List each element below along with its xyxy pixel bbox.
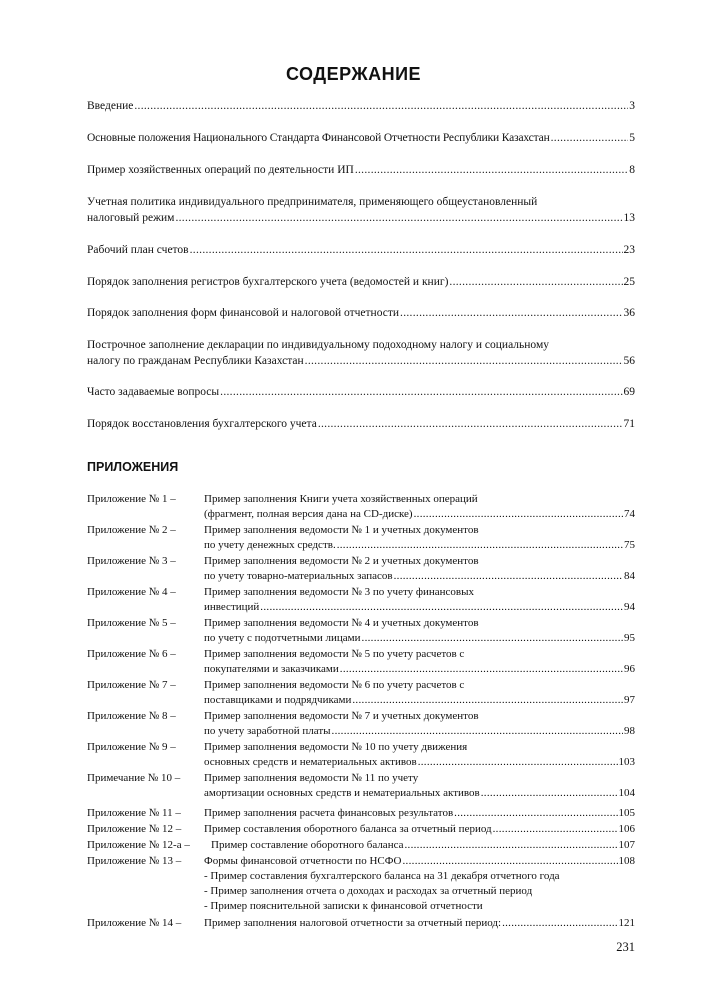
toc-entry-title: Часто задаваемые вопросы <box>87 386 220 398</box>
toc-entry-page: 71 <box>623 418 635 430</box>
appendix-subitem: - Пример составления бухгалтерского баланса на 31 декабря отчетного года <box>204 870 560 882</box>
appendix-entry <box>87 806 635 822</box>
appendix-title-cont: покупателями и заказчиками <box>204 663 339 676</box>
appendix-label: Приложение № 4 – <box>87 586 176 598</box>
appendix-title-cont: поставщиками и подрядчиками <box>204 694 352 707</box>
dot-leader <box>362 631 623 646</box>
toc-entry <box>87 130 635 146</box>
appendix-label: Приложение № 14 – <box>87 917 182 929</box>
appendix-label: Приложение № 2 – <box>87 524 176 536</box>
toc-entry <box>87 194 635 226</box>
appendix-label: Приложение № 12-а – <box>87 839 190 851</box>
appendix-title: Пример заполнения ведомости № 3 по учету финансовых <box>204 586 474 598</box>
appendix-entry <box>87 822 635 838</box>
appendix-label: Приложение № 3 – <box>87 555 176 567</box>
toc-entry-title: Построчное заполнение декларации по индивидуальному подоходному налогу и социальному <box>87 339 549 351</box>
dot-leader <box>220 384 622 400</box>
page-number: 231 <box>616 940 635 954</box>
toc-entry-page: 25 <box>623 276 635 288</box>
appendix-page: 98 <box>624 725 635 738</box>
dot-leader <box>454 806 617 821</box>
appendix-title: Формы финансовой отчетности по НСФО <box>204 855 402 867</box>
appendix-title: Пример заполнения Книги учета хозяйственных операций <box>204 493 478 505</box>
toc-entry-title-cont: налоговый режим <box>87 212 175 224</box>
appendix-entry <box>87 740 635 771</box>
appendix-label: Приложение № 6 – <box>87 648 176 660</box>
toc-entry-title: Введение <box>87 100 134 112</box>
appendix-entry <box>87 709 635 740</box>
appendix-title: Пример заполнения ведомости № 7 и учетных документов <box>204 710 479 722</box>
toc-entry-title: Порядок заполнения регистров бухгалтерского учета (ведомостей и книг) <box>87 276 449 288</box>
dot-leader <box>190 242 623 258</box>
dot-leader <box>305 353 623 369</box>
appendix-label: Приложение № 9 – <box>87 741 176 753</box>
toc-entry <box>87 274 635 290</box>
toc-entry-page: 8 <box>629 164 635 176</box>
appendix-entry <box>87 771 635 802</box>
appendix-title: Пример заполнения ведомости № 6 по учету расчетов с <box>204 679 465 691</box>
dot-leader <box>403 854 618 869</box>
appendix-page: 104 <box>618 787 635 800</box>
appendix-label: Приложение № 11 – <box>87 807 181 819</box>
appendix-title-cont: амортизации основных средств и нематериальных активов <box>204 787 480 800</box>
dot-leader <box>551 130 629 146</box>
appendix-entry <box>87 554 635 585</box>
appendix-heading: ПРИЛОЖЕНИЯ <box>87 460 179 474</box>
appendix-entry <box>87 838 635 854</box>
dot-leader <box>355 162 628 178</box>
toc-entry-page: 36 <box>623 307 635 319</box>
appendix-label: Приложение № 12 – <box>87 823 182 835</box>
appendix-title: Пример заполнения ведомости № 5 по учету расчетов с <box>204 648 465 660</box>
toc-entry <box>87 337 635 369</box>
appendix-page: 74 <box>624 508 635 521</box>
dot-leader <box>449 274 622 290</box>
appendix-label: Приложение № 13 – <box>87 855 182 867</box>
appendix-entry <box>87 585 635 616</box>
dot-leader <box>404 838 617 853</box>
appendix-page: 106 <box>618 823 635 835</box>
appendix-page: 105 <box>618 807 635 819</box>
appendix-title-cont: по учету денежных средств. <box>204 539 336 552</box>
appendix-label: Приложение № 7 – <box>87 679 176 691</box>
appendix-title-cont: основных средств и нематериальных активов <box>204 756 417 769</box>
appendix-page: 103 <box>618 756 635 769</box>
appendix-entry <box>87 647 635 678</box>
appendix-page: 108 <box>618 855 635 867</box>
toc-entry-title-cont: налогу по гражданам Республики Казахстан <box>87 355 304 367</box>
dot-leader <box>502 916 617 931</box>
toc-entry <box>87 305 635 321</box>
appendix-title: Пример составление оборотного баланса <box>211 839 404 851</box>
appendix-title: Пример заполнения налоговой отчетности за отчетный период: <box>204 917 502 929</box>
toc-entry-page: 56 <box>623 355 635 367</box>
appendix-entry <box>87 492 635 523</box>
appendix-page: 96 <box>624 663 635 676</box>
appendix-title: Пример заполнения ведомости № 2 и учетных документов <box>204 555 479 567</box>
appendix-entry <box>87 523 635 554</box>
dot-leader <box>337 538 623 553</box>
appendix-title-cont: инвестиций <box>204 601 260 614</box>
appendix-subitem: - Пример пояснительной записки к финансовой отчетности <box>204 900 483 912</box>
dot-leader <box>414 507 623 522</box>
appendix-label: Приложение № 5 – <box>87 617 176 629</box>
toc-entry <box>87 162 635 178</box>
appendix-label: Примечание № 10 – <box>87 772 181 784</box>
appendix-title: Пример заполнения ведомости № 10 по учету движения <box>204 741 468 753</box>
appendix-title-cont: по учету товарно-материальных запасов <box>204 570 393 583</box>
appendix-page: 97 <box>624 694 635 707</box>
dot-leader <box>134 98 628 114</box>
toc-entry-page: 5 <box>629 132 635 144</box>
toc-entry-page: 23 <box>623 244 635 256</box>
appendix-title-cont: по учету с подотчетными лицами <box>204 632 361 645</box>
appendix-title: Пример заполнения ведомости № 11 по учету <box>204 772 419 784</box>
appendix-entry <box>87 854 635 870</box>
toc-entry-page: 69 <box>623 386 635 398</box>
dot-leader <box>332 724 623 739</box>
toc-entry <box>87 98 635 114</box>
toc-entry-page: 13 <box>623 212 635 224</box>
appendix-page: 95 <box>624 632 635 645</box>
page-title: СОДЕРЖАНИЕ <box>285 64 422 84</box>
appendix-title: Пример заполнения ведомости № 1 и учетных документов <box>204 524 479 536</box>
toc-entry-title: Порядок заполнения форм финансовой и налоговой отчетности <box>87 307 400 319</box>
toc-entry-title: Порядок восстановления бухгалтерского учета <box>87 418 317 430</box>
toc-entry-title: Учетная политика индивидуального предпринимателя, применяющего общеустановленный <box>87 196 538 208</box>
dot-leader <box>340 662 623 677</box>
dot-leader <box>175 210 622 226</box>
dot-leader <box>493 822 618 837</box>
toc-entry-title: Рабочий план счетов <box>87 244 189 256</box>
appendix-subitem: - Пример заполнения отчета о доходах и расходах за отчетный период <box>204 885 533 897</box>
toc-entry <box>87 242 635 258</box>
toc-entry-title: Основные положения Национального Стандарта Финансовой Отчетности Республики Казахстан <box>87 132 550 144</box>
appendix-page: 84 <box>624 570 635 583</box>
appendix-entry <box>87 678 635 709</box>
appendix-page: 94 <box>624 601 635 614</box>
appendix-page: 107 <box>618 839 635 851</box>
appendix-page: 121 <box>618 917 635 929</box>
dot-leader <box>352 693 623 708</box>
appendix-label: Приложение № 1 – <box>87 493 176 505</box>
dot-leader <box>394 569 623 584</box>
dot-leader <box>481 786 618 801</box>
appendix-label: Приложение № 8 – <box>87 710 176 722</box>
appendix-title: Пример заполнения расчета финансовых результатов <box>204 807 454 819</box>
dot-leader <box>318 416 623 432</box>
appendix-title: Пример составления оборотного баланса за отчетный период <box>204 823 492 835</box>
appendix-entry <box>87 916 635 932</box>
appendix-title-cont: по учету заработной платы <box>204 725 331 738</box>
dot-leader <box>260 600 623 615</box>
appendix-entry <box>87 616 635 647</box>
dot-leader <box>400 305 622 321</box>
toc-entry-page: 3 <box>629 100 635 112</box>
dot-leader <box>418 755 618 770</box>
appendix-title: Пример заполнения ведомости № 4 и учетных документов <box>204 617 479 629</box>
toc-entry <box>87 416 635 432</box>
toc-entry-title: Пример хозяйственных операций по деятельности ИП <box>87 164 354 176</box>
appendix-page: 75 <box>624 539 635 552</box>
toc-entry <box>87 384 635 400</box>
appendix-title-cont: (фрагмент, полная версия дана на CD-диске) <box>204 508 413 521</box>
